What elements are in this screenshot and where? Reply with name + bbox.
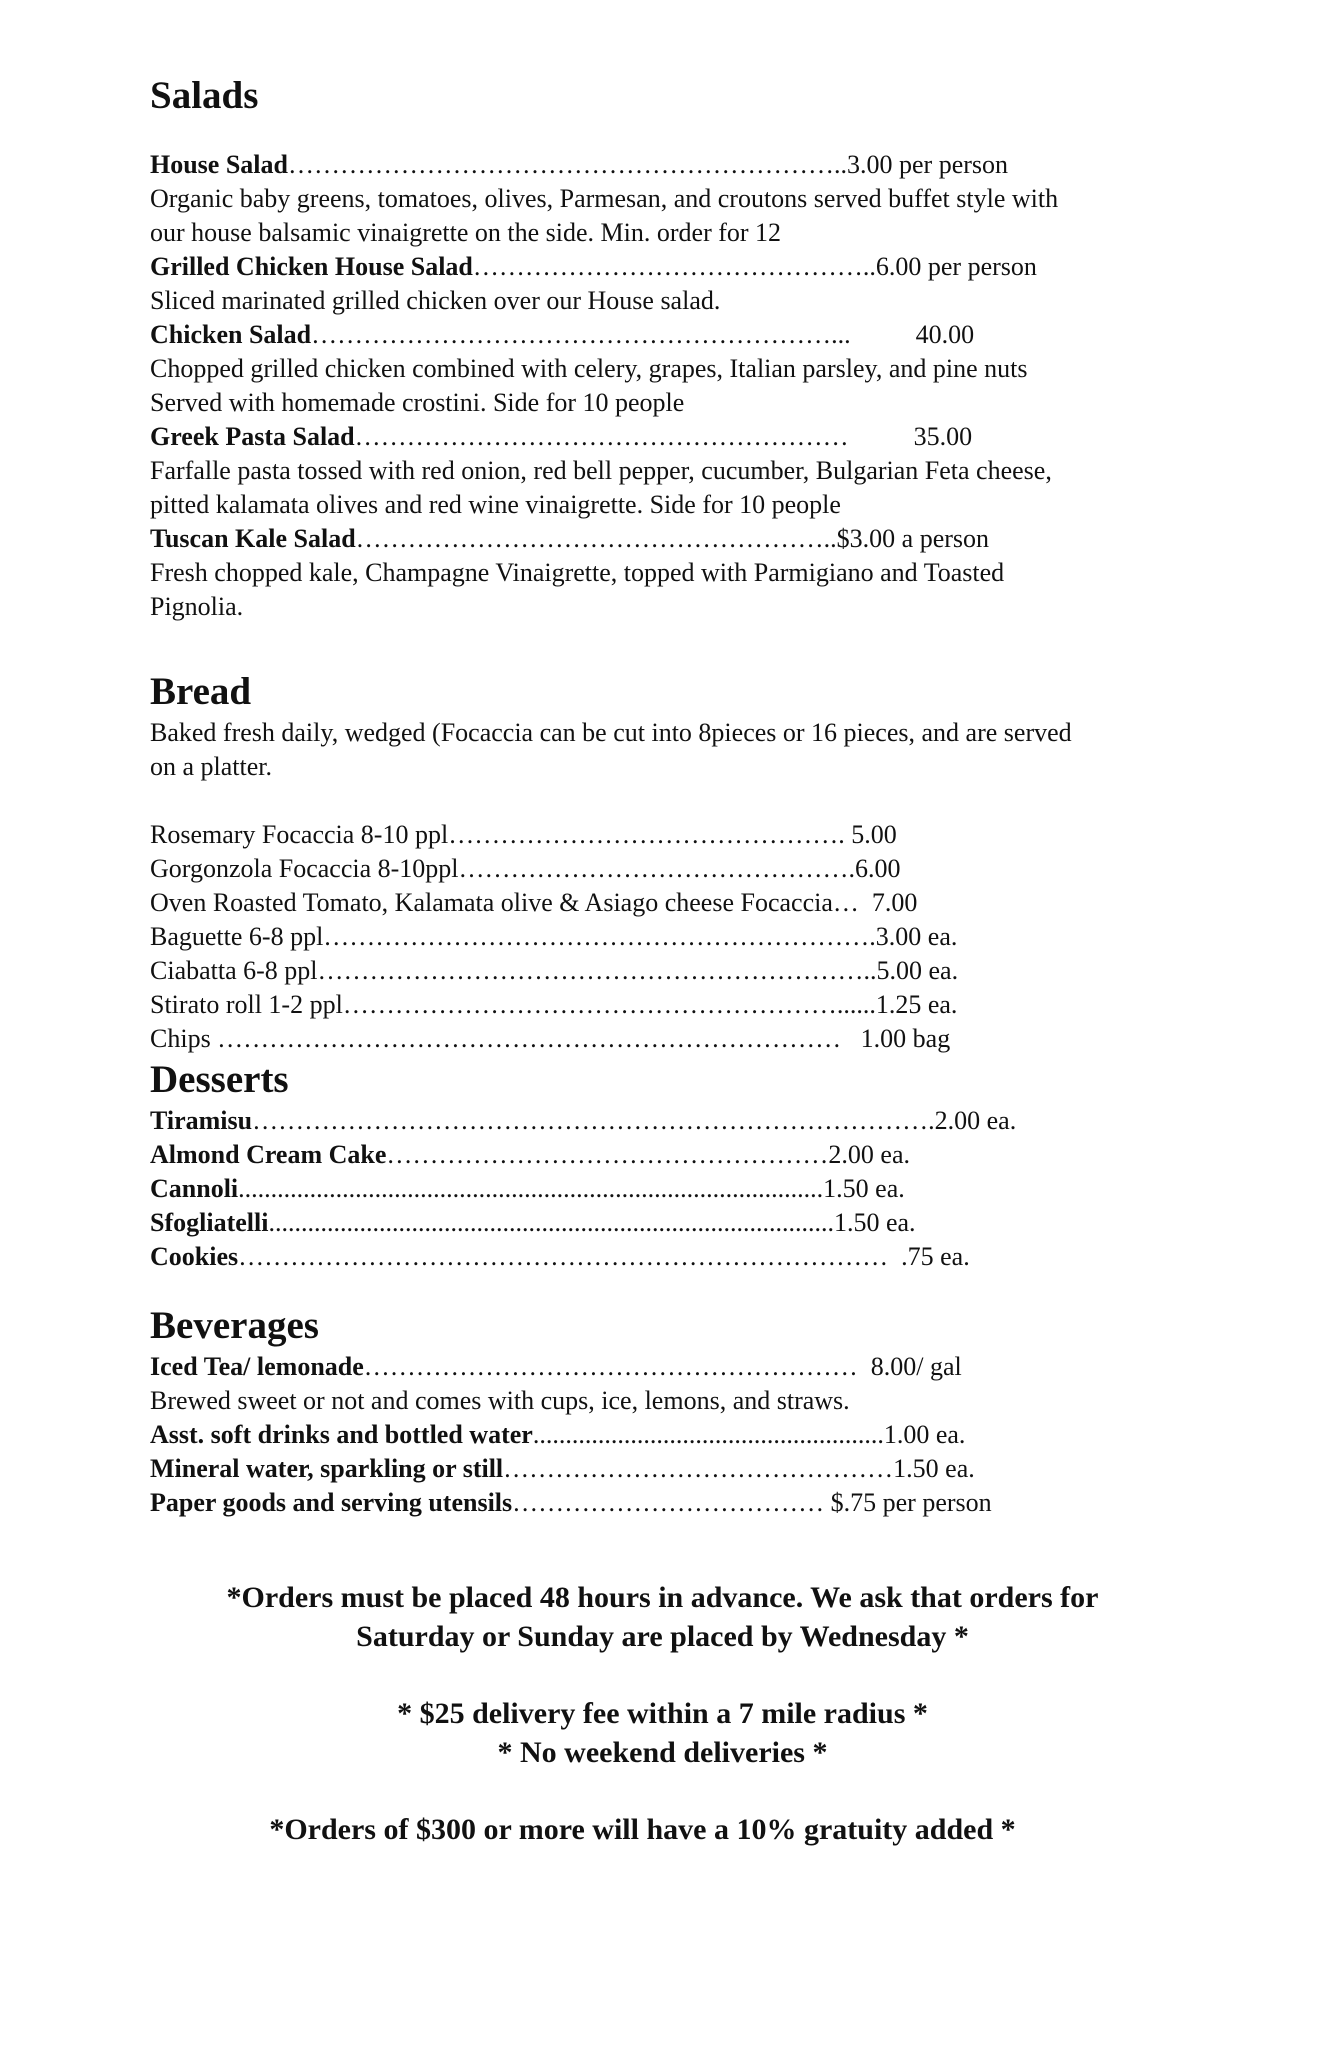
menu-item-tomato-olive-asiago-focaccia: Oven Roasted Tomato, Kalamata olive & Asiago cheese Focaccia… 7.00	[150, 888, 918, 917]
notice-orders-line-1: *Orders must be placed 48 hours in advance. We ask that orders for	[226, 1581, 1099, 1614]
item-description: pitted kalamata olives and red wine vinaigrette. Side for 10 people	[150, 490, 841, 519]
item-price: …………………………………………………………………….2.00 ea.	[252, 1106, 1017, 1135]
menu-item-paper-goods	[150, 1486, 1200, 1520]
menu-item-baguette: Baguette 6-8 ppl……………………………………………………….3.00 ea.	[150, 922, 958, 951]
notice-delivery-fee: * $25 delivery fee within a 7 mile radius *	[397, 1697, 928, 1730]
item-description: our house balsamic vinaigrette on the side. Min. order for 12	[150, 218, 782, 247]
item-name: Asst. soft drinks and bottled water	[150, 1420, 533, 1449]
menu-item-chicken-salad	[150, 318, 1200, 352]
menu-item-cookies	[150, 1240, 1200, 1274]
item-name: Mineral water, sparkling or still	[150, 1454, 504, 1483]
menu-item-soft-drinks	[150, 1418, 1200, 1452]
item-description: Farfalle pasta tossed with red onion, red bell pepper, cucumber, Bulgarian Feta cheese,	[150, 456, 1052, 485]
menu-item-chips: Chips ……………………………………………………………… 1.00 bag	[150, 1024, 951, 1053]
item-description: Brewed sweet or not and comes with cups, ice, lemons, and straws.	[150, 1386, 850, 1415]
menu-page	[150, 72, 1200, 1520]
item-price: ………………………………………………… 35.00	[354, 422, 973, 451]
notice-orders-line-2: Saturday or Sunday are placed by Wednesday *	[356, 1620, 969, 1653]
desserts-section	[150, 1056, 1200, 1274]
menu-item-iced-tea-lemonade	[150, 1350, 1200, 1384]
item-name: Sfogliatelli	[150, 1208, 269, 1237]
salads-section	[150, 72, 1200, 624]
menu-item-cannoli	[150, 1172, 1200, 1206]
item-name: Chicken Salad	[150, 320, 312, 349]
item-price: ..........................................................................................1.50 ea.	[238, 1174, 905, 1203]
item-name: House Salad	[150, 150, 288, 179]
item-price: ......................................................1.00 ea.	[532, 1420, 966, 1449]
menu-item-rosemary-focaccia: Rosemary Focaccia 8-10 ppl………………………………………. 5.00	[150, 820, 897, 849]
item-name: Iced Tea/ lemonade	[150, 1352, 364, 1381]
section-description: on a platter.	[150, 752, 273, 781]
item-description: Chopped grilled chicken combined with celery, grapes, Italian parsley, and pine nuts	[150, 354, 1028, 383]
item-name: Paper goods and serving utensils	[150, 1488, 513, 1517]
item-price: ………………………………………………………..3.00 per person	[288, 150, 1009, 179]
menu-item-sfogliatelli	[150, 1206, 1200, 1240]
menu-item-grilled-chicken-house-salad	[150, 250, 1200, 284]
bread-heading: Bread	[150, 670, 252, 713]
section-description: Baked fresh daily, wedged (Focaccia can be cut into 8pieces or 16 pieces, and are served	[150, 718, 1072, 747]
item-price: ……………………………………………………... 40.00	[311, 320, 975, 349]
item-description: Pignolia.	[150, 592, 244, 621]
menu-item-mineral-water	[150, 1452, 1200, 1486]
item-description: Sliced marinated grilled chicken over our House salad.	[150, 286, 721, 315]
item-price: ………………………………………1.50 ea.	[503, 1454, 975, 1483]
notice-no-weekend-deliveries: * No weekend deliveries *	[497, 1736, 828, 1769]
item-name: Tuscan Kale Salad	[150, 524, 356, 553]
item-price: ………………………………………………………………… .75 ea.	[238, 1242, 970, 1271]
menu-item-tuscan-kale-salad	[150, 522, 1200, 556]
menu-item-house-salad	[150, 148, 1200, 182]
item-name: Cookies	[150, 1242, 239, 1271]
desserts-heading: Desserts	[150, 1058, 289, 1101]
item-name: Grilled Chicken House Salad	[150, 252, 473, 281]
item-price: ……………………………… $.75 per person	[512, 1488, 992, 1517]
item-description: Organic baby greens, tomatoes, olives, Parmesan, and croutons served buffet style with	[150, 184, 1059, 213]
menu-item-gorgonzola-focaccia: Gorgonzola Focaccia 8-10ppl……………………………………….6.00	[150, 854, 901, 883]
item-description: Served with homemade crostini. Side for 10 people	[150, 388, 685, 417]
salads-heading: Salads	[150, 74, 259, 117]
item-price: ………………………………………………… 8.00/ gal	[363, 1352, 962, 1381]
item-price: ………………………………………..6.00 per person	[472, 252, 1037, 281]
item-name: Greek Pasta Salad	[150, 422, 355, 451]
menu-item-ciabatta: Ciabatta 6-8 ppl………………………………………………………..5.00 ea.	[150, 956, 959, 985]
menu-item-tiramisu	[150, 1104, 1200, 1138]
menu-item-almond-cream-cake	[150, 1138, 1200, 1172]
item-name: Tiramisu	[150, 1106, 253, 1135]
beverages-section	[150, 1302, 1200, 1520]
beverages-heading: Beverages	[150, 1304, 319, 1347]
menu-item-stirato-roll: Stirato roll 1-2 ppl…………………………………………………......1.25 ea.	[150, 990, 958, 1019]
item-description: Fresh chopped kale, Champagne Vinaigrette, topped with Parmigiano and Toasted	[150, 558, 1005, 587]
bread-section	[150, 668, 1200, 1056]
menu-item-greek-pasta-salad	[150, 420, 1200, 454]
item-name: Cannoli	[150, 1174, 239, 1203]
item-name: Almond Cream Cake	[150, 1140, 387, 1169]
notice-gratuity: *Orders of $300 or more will have a 10% gratuity added *	[269, 1813, 1016, 1846]
item-price: ……………………………………………2.00 ea.	[386, 1140, 910, 1169]
item-price: ………………………………………………..$3.00 a person	[355, 524, 990, 553]
item-price: .......................................................................................1.50 ea.	[268, 1208, 916, 1237]
